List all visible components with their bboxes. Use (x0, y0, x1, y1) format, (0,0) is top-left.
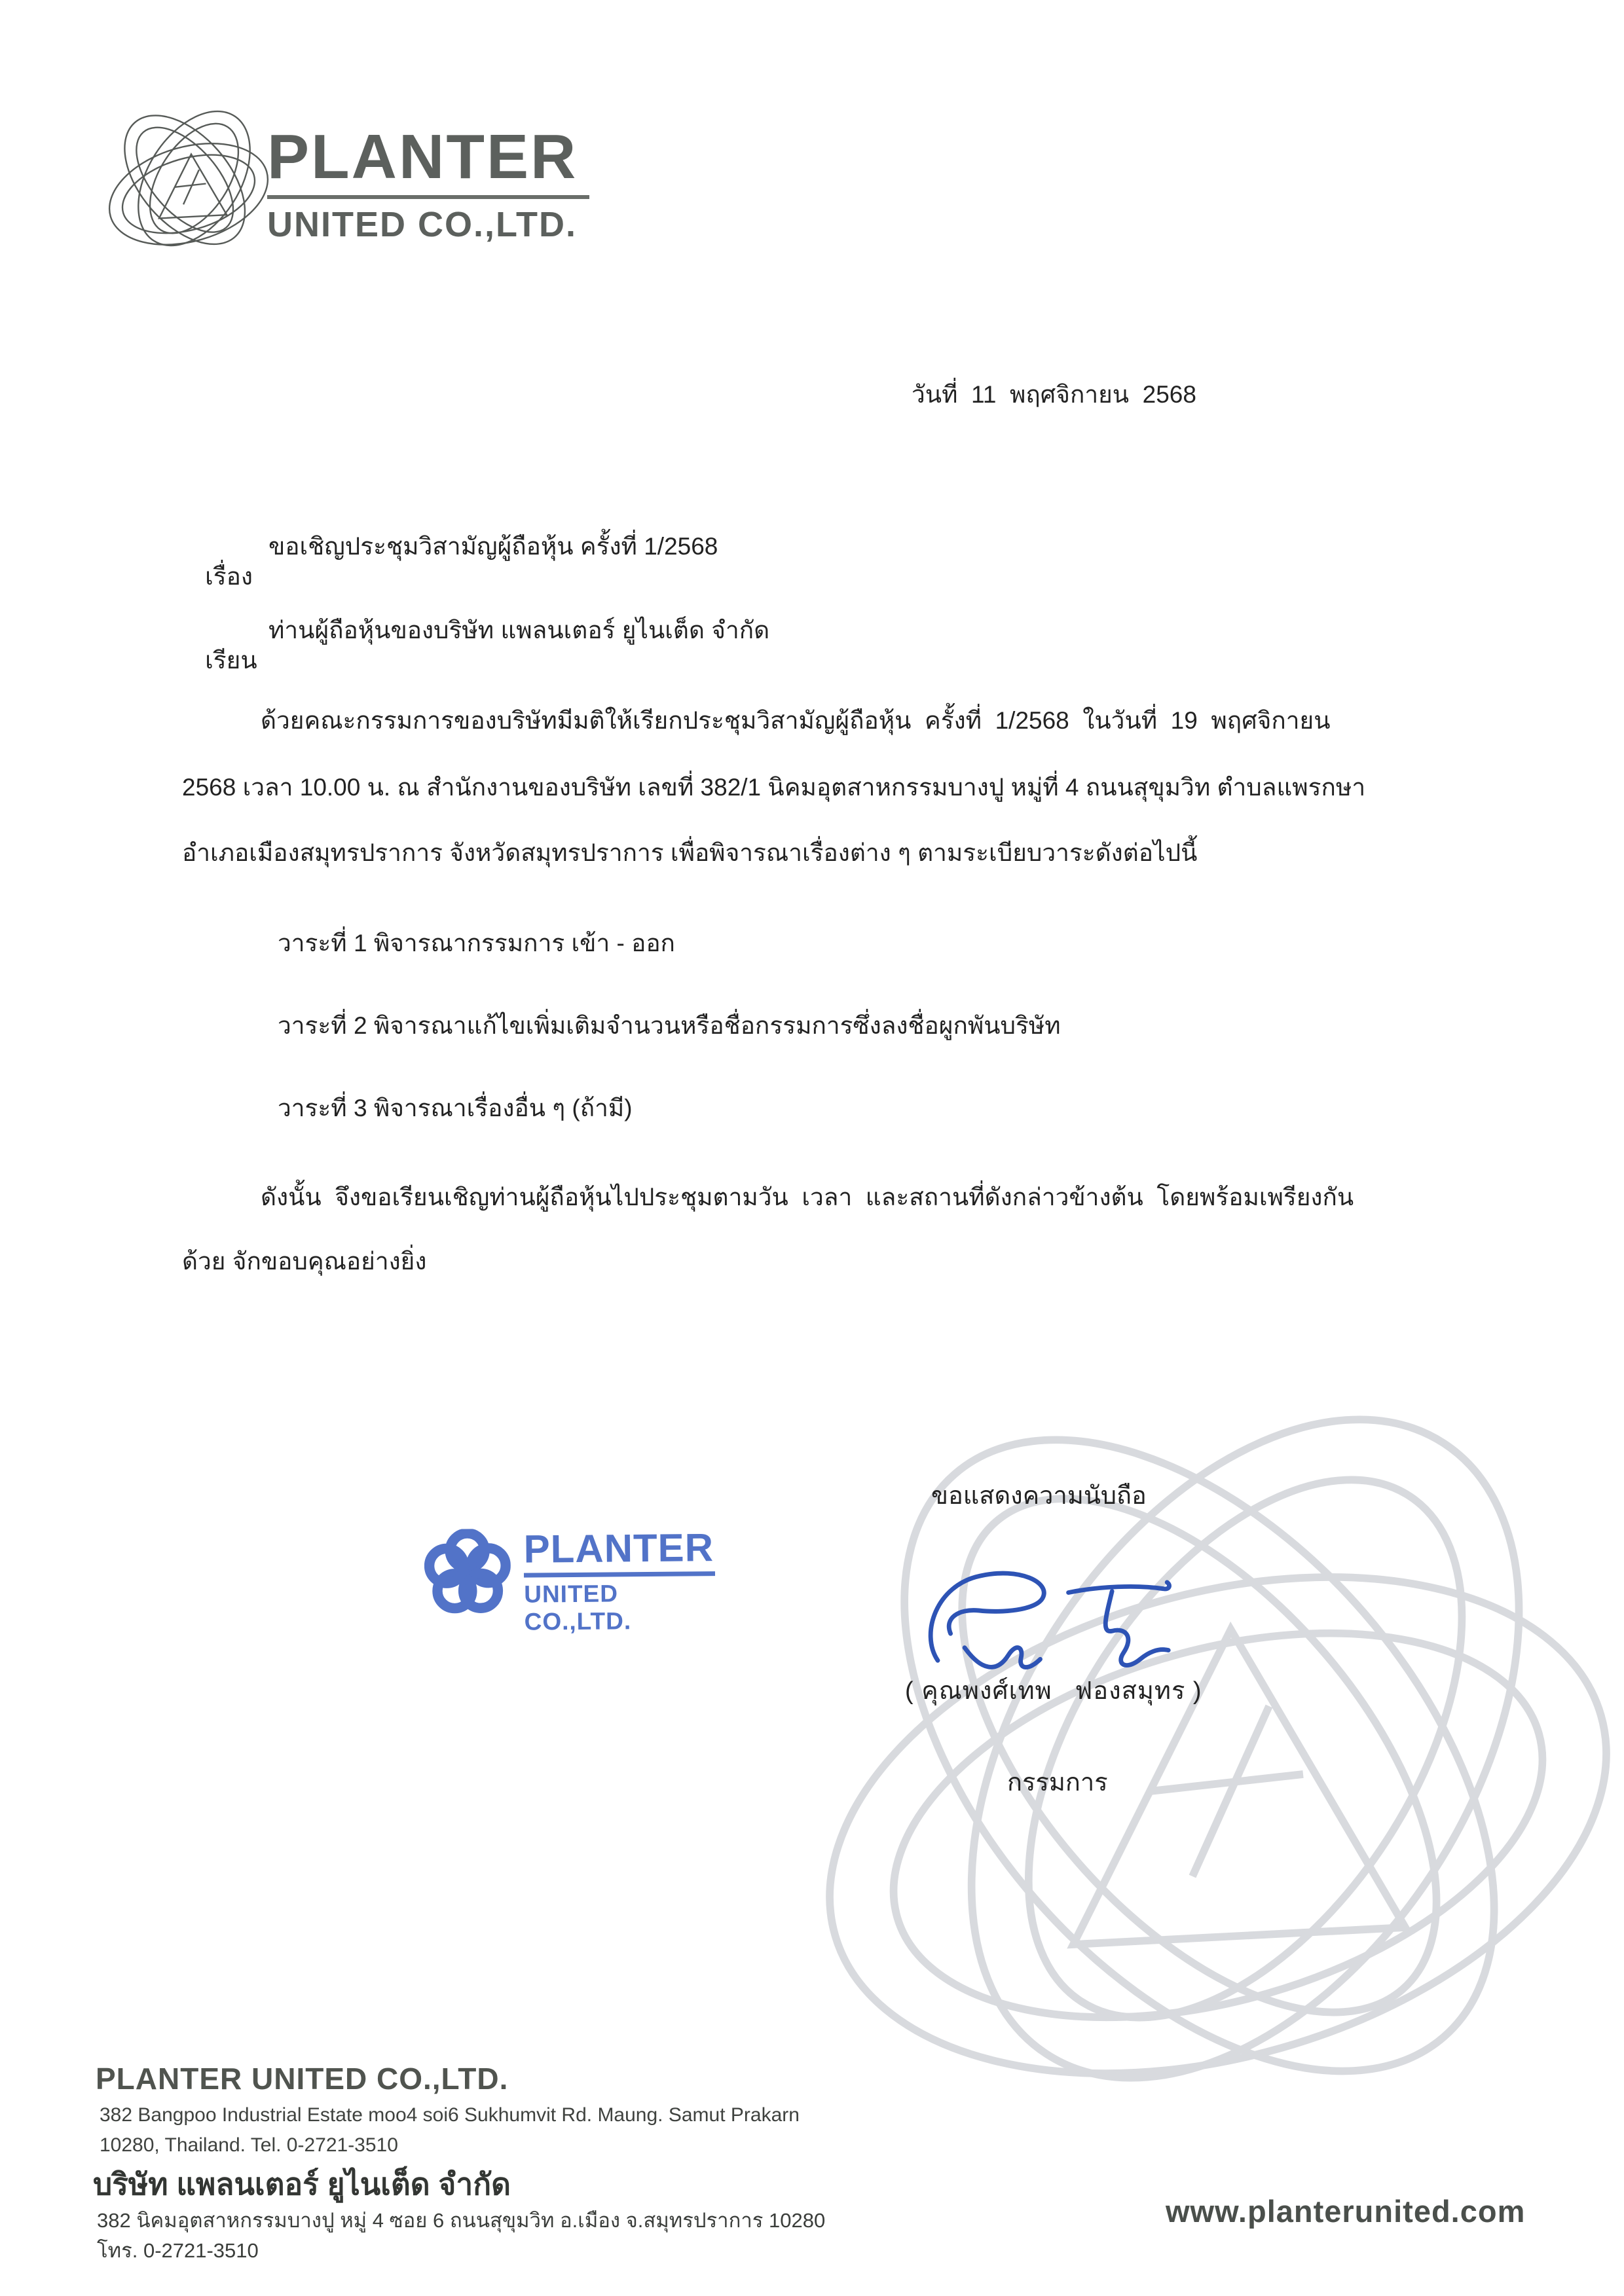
body-line-3: อำเภอเมืองสมุทรปราการ จังหวัดสมุทรปราการ เพื่อพิจารณาเรื่องต่าง ๆ ตามระเบียบวาระดังต่อไปนี้ (182, 839, 1198, 866)
subject-text: ขอเชิญประชุมวิสามัญผู้ถือหุ้น ครั้งที่ 1/2568 (268, 533, 718, 560)
stamp-brand-name: PLANTER (523, 1525, 714, 1571)
brand-name: PLANTER (267, 122, 578, 192)
brand-subname: UNITED CO.,LTD. (267, 205, 577, 244)
planter-knot-watermark (792, 1349, 1624, 2200)
signature-ink (915, 1550, 1197, 1698)
footer-address-en-2: 10280, Thailand. Tel. 0-2721-3510 (100, 2134, 398, 2156)
brand-underline (267, 195, 589, 199)
closing-line-1: ดังนั้น จึงขอเรียนเชิญท่านผู้ถือหุ้นไปประชุมตามวัน เวลา และสถานที่ดังกล่าวข้างต้น โดยพร้อมเพรียงกัน (261, 1184, 1354, 1211)
signer-name: ( คุณพงศ์เทพ ฟองสมุทร ) (905, 1677, 1202, 1705)
agenda-item-3: วาระที่ 3 พิจารณาเรื่องอื่น ๆ (ถ้ามี) (278, 1095, 633, 1121)
subject-label: เรื่อง (205, 563, 253, 591)
addressee-row (178, 615, 770, 737)
stamp-underline (524, 1571, 715, 1578)
agenda-item-1: วาระที่ 1 พิจารณากรรมการ เข้า - ออก (278, 930, 675, 957)
footer-address-th: 382 นิคมอุตสาหกรรมบางปู หมู่ 4 ซอย 6 ถนนสุขุมวิท อ.เมือง จ.สมุทรปราการ 10280 (97, 2209, 826, 2232)
footer-address-en-1: 382 Bangpoo Industrial Estate moo4 soi6 Sukhumvit Rd. Maung. Samut Prakarn (100, 2104, 800, 2126)
signer-title: กรรมการ (1007, 1769, 1108, 1796)
footer-phone-th: โทร. 0-2721-3510 (97, 2239, 259, 2262)
stamp-text (523, 1525, 726, 1636)
addressee-label: เรียน (205, 647, 257, 674)
stamp-knot-icon (424, 1529, 511, 1616)
salutation: ขอแสดงความนับถือ (931, 1482, 1147, 1510)
planter-knot-logo (90, 97, 287, 270)
stamp-brand-subname: UNITED CO.,LTD. (524, 1580, 632, 1635)
company-stamp (424, 1524, 726, 1635)
closing-line-2: ด้วย จักขอบคุณอย่างยิ่ง (182, 1248, 427, 1275)
addressee-text: ท่านผู้ถือหุ้นของบริษัท แพลนเตอร์ ยูไนเต็ด จำกัด (268, 617, 770, 644)
company-brand (267, 122, 589, 245)
body-line-2: 2568 เวลา 10.00 น. ณ สำนักงานของบริษัท เลขที่ 382/1 นิคมอุตสาหกรรมบางปู หมู่ที่ 4 ถนนสุขุมวิท ตำบลแพรกษา (182, 774, 1366, 801)
agenda-item-2: วาระที่ 2 พิจารณาแก้ไขเพิ่มเติมจำนวนหรือชื่อกรรมการซึ่งลงชื่อผูกพันบริษัท (278, 1012, 1061, 1039)
footer-company-en: PLANTER UNITED CO.,LTD. (96, 2062, 509, 2096)
date-line: วันที่ 11 พฤศจิกายน 2568 (912, 381, 1196, 408)
footer-company-th: บริษัท แพลนเตอร์ ยูไนเต็ด จำกัด (93, 2167, 511, 2201)
footer-website: www.planterunited.com (1166, 2194, 1526, 2229)
body-line-1: ด้วยคณะกรรมการของบริษัทมีมติให้เรียกประชุมวิสามัญผู้ถือหุ้น ครั้งที่ 1/2568 ในวันที่ 19 พฤศจิกายน (261, 707, 1331, 734)
